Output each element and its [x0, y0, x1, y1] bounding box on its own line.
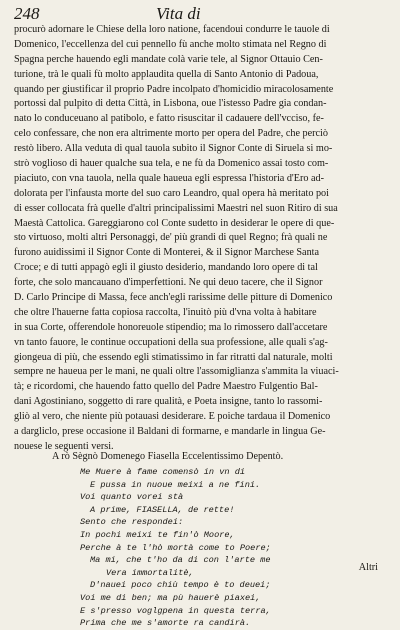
poem-line: E pussa in nuoue meixi a ne fini.: [90, 479, 261, 490]
body-text: [14, 23, 388, 455]
catchword: Altri: [358, 562, 378, 573]
body-line: dolorata per l'infausta morte del suo caro Leandro, qual opera hà meritato poi: [14, 187, 329, 199]
body-line: Domenico, l'eccellenza del cui pennello fù anche molto stimata nel Regno di: [14, 38, 327, 50]
running-head: Vita di: [156, 4, 201, 23]
body-line: giongeua di più, che essendo egli stimatissimo in far ritratti dal naturale, molti: [14, 351, 333, 363]
body-line: forte, che solo mancauano d'imperfettioni. Ne qui deuo tacere, che il Signor: [14, 277, 323, 289]
body-line: a dargliclo, prese occasione il Baldani di formarne, e mandarle in lingua Ge-: [14, 426, 326, 438]
body-line: Maestà Cattolica. Gareggiarono col Conte sudetto in desiderar le opere di que-: [14, 217, 335, 229]
body-line: furono auidissimi il Signor Conte di Monterei, & il Signor Marchese Santa: [14, 247, 320, 259]
poem-line: Voi quanto vorei stà: [80, 492, 184, 503]
poem-line: D'nauei poco chiù tempo è to deuei;: [90, 580, 271, 591]
body-line: sempre ne haueua per le mani, ne quali oltre l'assomiglianza s'ammita la viuaci-: [14, 366, 339, 378]
body-line: che oltre l'hauerne fatta copiosa raccolta, l'inuitò più d'vna volta à habitare: [14, 306, 317, 318]
poem-line: Vera immortalitè,: [106, 567, 194, 578]
body-line: gliò al vero, che niente più potauasi desiderare. E poiche tardaua il Domenico: [14, 411, 331, 423]
poem-line: Sento che respondei:: [80, 517, 184, 528]
poem: [80, 466, 380, 630]
body-line: tà; e ricordomi, che hauendo fatto quello del Padre Maestro Fulgentio Bal-: [14, 381, 318, 393]
body-line: nouese le seguenti versi.: [14, 440, 114, 452]
body-line: Croce; e di tutti appagò egli il giusto desiderio, mandando loro opere di tal: [14, 262, 318, 274]
poem-line: Voi me di ben; ma pù hauerè piaxei,: [80, 592, 261, 603]
body-line: restò libero. Alla veduta di qual tauola subito il Signor Conte di Siruela si mo-: [14, 143, 333, 155]
page-number: 248: [14, 4, 40, 23]
body-line: strò voglioso di hauer qualche sua tela, e ne fù da Domenico assai tosto com-: [14, 158, 329, 170]
body-line: vn tanto fauore, le continue occupationi della sua professione, alle quali s'ag-: [14, 336, 328, 348]
poem-line: E s'presso voglgpena in questa terra,: [80, 605, 271, 616]
poem-line: A prime, FIASELLA, de rette!: [90, 504, 235, 515]
body-line: di esser collocata frà quelle d'altri principalissimi Maestri nel suon Ritiro di sua: [14, 202, 338, 214]
body-line: quando per giustificar il proprio Padre incolpato d'homicidio miracolosamente: [14, 83, 334, 95]
body-line: nato lo conduceuano al patibolo, e fatto risuscitar il cadauere dell'vcciso, fe-: [14, 113, 324, 125]
body-line: Spagna perche hauendo egli mandate colà varie tele, al Signor Ottauio Cen-: [14, 53, 323, 65]
poem-line: Perche à te l'hò mortà come to Poere;: [80, 542, 271, 553]
body-line: sto virtuoso, molti altri Personaggi, de' più grandi di quel Regno; frà quali ne: [14, 232, 328, 244]
body-line: in sua Corte, offerendole honoreuole stipendio; ma lo rimossero dall'accetare: [14, 321, 328, 333]
body-line: dani Agostiniano, soggetto di rare qualità, e Poeta insigne, tanto lo rassomi-: [14, 396, 323, 408]
body-line: celo confessare, che non era altrimente morto per opera del Padre, che perciò: [14, 128, 328, 140]
poem-line: In pochi meixi te fin'ò Moore,: [80, 529, 235, 540]
poem-line: Me Muere à fame comensò in vn di: [80, 467, 246, 477]
body-line: D. Carlo Principe di Massa, fece anch'egli rarissime delle pitture di Domenico: [14, 292, 333, 304]
body-line: procurò adornare le Chiese della loro natione, facendoui condurre le tauole di: [14, 24, 330, 35]
poem-line: Prima che me s'amorte ra candirà.: [80, 618, 251, 629]
poem-heading: A rò Sègnò Domenego Fiasella Eccelentissimo Depentò.: [52, 451, 284, 462]
body-line: piaciuto, con vna tauola, nella quale haueua egli espressa l'historia d'Ero ad-: [14, 172, 325, 184]
poem-line: Ma mi, che t'ho da di con l'arte me: [90, 555, 271, 566]
body-line: portossi dal pulpito di detta Città, in Lisbona, oue l'istesso Padre gia condan-: [14, 98, 327, 110]
body-line: turione, trà le quali fù molto applaudita quella di Santo Antonio di Padoua,: [14, 68, 319, 80]
